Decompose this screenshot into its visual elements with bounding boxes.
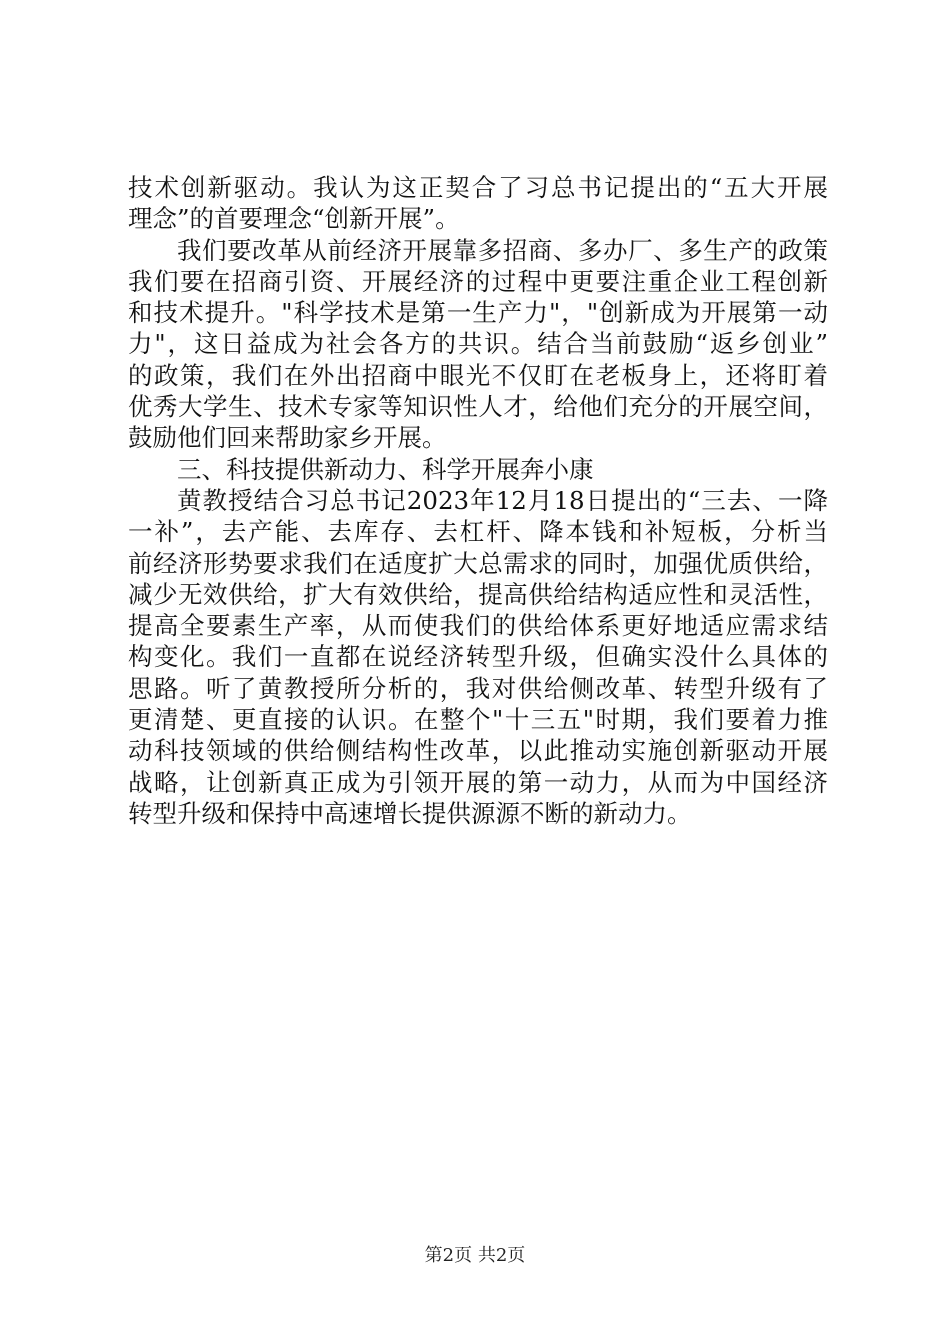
text-line-21: 转型升级和保持中高速增长提供源源不断的新动力。 (128, 798, 692, 828)
text-line-7: 的政策，我们在外出招商中眼光不仅盯在老板身上，还将盯着 (128, 360, 828, 390)
text-line-1: 技术创新驱动。我认为这正契合了习总书记提出的“五大开展 (128, 173, 828, 202)
text-line-9: 鼓励他们回来帮助家乡开展。 (128, 423, 447, 453)
text-line-15: 提高全要素生产率，从而使我们的供给体系更好地适应需求结 (128, 611, 828, 641)
text-line-12: 一补”，去产能、去库存、去杠杆、降本钱和补短板，分析当 (128, 517, 828, 547)
text-line-19: 动科技领域的供给侧结构性改革，以此推动实施创新驱动开展 (128, 736, 828, 766)
text-line-16: 构变化。我们一直都在说经济转型升级，但确实没什么具体的 (128, 642, 828, 672)
text-line-6: 力"，这日益成为社会各方的共识。结合当前鼓励“返乡创业” (128, 329, 828, 359)
text-line-18: 更清楚、更直接的认识。在整个"十三五"时期，我们要着力推 (128, 705, 828, 735)
text-line-13: 前经济形势要求我们在适度扩大总需求的同时，加强优质供给， (128, 548, 828, 578)
page-footer: 第2页 共2页 (424, 1245, 526, 1266)
text-line-8: 优秀大学生、技术专家等知识性人才，给他们充分的开展空间， (128, 392, 828, 422)
text-line-17: 思路。听了黄教授所分析的，我对供给侧改革、转型升级有了 (128, 673, 828, 703)
text-line-4: 我们要在招商引资、开展经济的过程中更要注重企业工程创新 (128, 266, 828, 296)
text-line-20: 战略，让创新真正成为引领开展的第一动力，从而为中国经济 (128, 767, 828, 797)
text-line-14: 减少无效供给，扩大有效供给，提高供给结构适应性和灵活性， (128, 579, 828, 609)
section-heading: 三、科技提供新动力、科学开展奔小康 (177, 454, 594, 484)
text-line-2: 理念”的首要理念“创新开展”。 (128, 204, 460, 234)
text-line-11: 黄教授结合习总书记2023年12月18日提出的“三去、一降 (177, 485, 828, 515)
text-line-3: 我们要改革从前经济开展靠多招商、多办厂、多生产的政策 (177, 235, 828, 265)
document-body (128, 172, 828, 829)
text-line-5: 和技术提升。"科学技术是第一生产力"，"创新成为开展第一动 (128, 298, 828, 328)
